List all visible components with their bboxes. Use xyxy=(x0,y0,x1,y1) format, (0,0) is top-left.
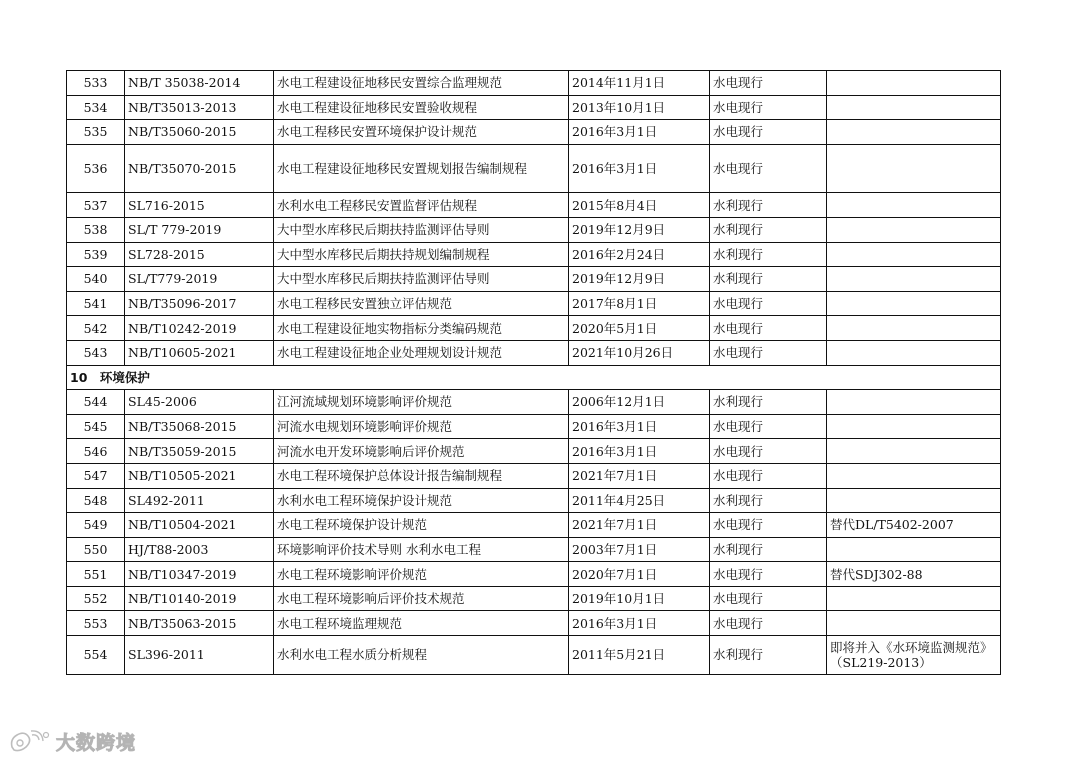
note-cell xyxy=(827,390,1001,415)
table-row xyxy=(67,390,1001,415)
standard-name-cell: 水电工程移民安置环境保护设计规范 xyxy=(274,120,569,145)
note-cell: 即将并入《水环境监测规范》（SL219-2013） xyxy=(827,636,1001,675)
note-cell xyxy=(827,120,1001,145)
standard-name-cell: 水利水电工程环境保护设计规范 xyxy=(274,488,569,513)
standard-code-cell: NB/T10242-2019 xyxy=(125,316,274,341)
note-cell xyxy=(827,144,1001,193)
status-cell: 水电现行 xyxy=(710,316,827,341)
note-cell xyxy=(827,439,1001,464)
effective-date-cell: 2020年5月1日 xyxy=(569,316,710,341)
note-cell xyxy=(827,242,1001,267)
standard-name-cell: 水电工程环境监理规范 xyxy=(274,611,569,636)
effective-date-cell: 2011年4月25日 xyxy=(569,488,710,513)
row-number-cell: 536 xyxy=(67,144,125,193)
standard-name-cell: 江河流域规划环境影响评价规范 xyxy=(274,390,569,415)
table-row xyxy=(67,316,1001,341)
row-number-cell: 539 xyxy=(67,242,125,267)
table-row xyxy=(67,586,1001,611)
standard-name-cell: 河流水电开发环境影响后评价规范 xyxy=(274,439,569,464)
standard-name-cell: 大中型水库移民后期扶持监测评估导则 xyxy=(274,267,569,292)
standard-code-cell: SL/T 779-2019 xyxy=(125,217,274,242)
status-cell: 水利现行 xyxy=(710,488,827,513)
standard-name-cell: 水电工程建设征地移民安置验收规程 xyxy=(274,95,569,120)
standard-code-cell: SL/T779-2019 xyxy=(125,267,274,292)
effective-date-cell: 2019年12月9日 xyxy=(569,267,710,292)
standard-code-cell: SL728-2015 xyxy=(125,242,274,267)
table-row xyxy=(67,562,1001,587)
table-row xyxy=(67,463,1001,488)
table-row xyxy=(67,414,1001,439)
effective-date-cell: 2021年7月1日 xyxy=(569,463,710,488)
table-row xyxy=(67,537,1001,562)
effective-date-cell: 2015年8月4日 xyxy=(569,193,710,218)
standard-name-cell: 水电工程移民安置独立评估规范 xyxy=(274,291,569,316)
table-row xyxy=(67,611,1001,636)
standard-name-cell: 水电工程建设征地企业处理规划设计规范 xyxy=(274,340,569,365)
table-row xyxy=(67,636,1001,675)
table-row xyxy=(67,242,1001,267)
status-cell: 水利现行 xyxy=(710,636,827,675)
note-cell xyxy=(827,267,1001,292)
note-cell xyxy=(827,586,1001,611)
row-number-cell: 533 xyxy=(67,71,125,96)
status-cell: 水利现行 xyxy=(710,242,827,267)
standard-code-cell: NB/T 35038-2014 xyxy=(125,71,274,96)
status-cell: 水电现行 xyxy=(710,291,827,316)
table-row xyxy=(67,291,1001,316)
status-cell: 水电现行 xyxy=(710,120,827,145)
status-cell: 水利现行 xyxy=(710,193,827,218)
status-cell: 水利现行 xyxy=(710,390,827,415)
effective-date-cell: 2019年10月1日 xyxy=(569,586,710,611)
standard-code-cell: HJ/T88-2003 xyxy=(125,537,274,562)
note-cell xyxy=(827,340,1001,365)
row-number-cell: 545 xyxy=(67,414,125,439)
note-cell xyxy=(827,316,1001,341)
status-cell: 水电现行 xyxy=(710,340,827,365)
table-row xyxy=(67,217,1001,242)
status-cell: 水电现行 xyxy=(710,71,827,96)
table-row xyxy=(67,71,1001,96)
table-row xyxy=(67,513,1001,538)
standard-code-cell: NB/T10504-2021 xyxy=(125,513,274,538)
row-number-cell: 552 xyxy=(67,586,125,611)
standard-code-cell: NB/T10140-2019 xyxy=(125,586,274,611)
note-cell: 替代DL/T5402-2007 xyxy=(827,513,1001,538)
note-cell xyxy=(827,95,1001,120)
effective-date-cell: 2003年7月1日 xyxy=(569,537,710,562)
effective-date-cell: 2021年10月26日 xyxy=(569,340,710,365)
effective-date-cell: 2020年7月1日 xyxy=(569,562,710,587)
standard-name-cell: 水电工程环境影响后评价技术规范 xyxy=(274,586,569,611)
note-cell xyxy=(827,611,1001,636)
row-number-cell: 547 xyxy=(67,463,125,488)
standard-name-cell: 水电工程建设征地移民安置规划报告编制规程 xyxy=(274,144,569,193)
row-number-cell: 537 xyxy=(67,193,125,218)
effective-date-cell: 2016年2月24日 xyxy=(569,242,710,267)
standard-code-cell: SL396-2011 xyxy=(125,636,274,675)
effective-date-cell: 2014年11月1日 xyxy=(569,71,710,96)
note-cell xyxy=(827,463,1001,488)
note-cell xyxy=(827,217,1001,242)
row-number-cell: 544 xyxy=(67,390,125,415)
standard-name-cell: 水利水电工程移民安置监督评估规程 xyxy=(274,193,569,218)
table-row xyxy=(67,488,1001,513)
status-cell: 水电现行 xyxy=(710,586,827,611)
standard-code-cell: NB/T10347-2019 xyxy=(125,562,274,587)
table-row xyxy=(67,120,1001,145)
status-cell: 水电现行 xyxy=(710,513,827,538)
effective-date-cell: 2016年3月1日 xyxy=(569,144,710,193)
status-cell: 水利现行 xyxy=(710,217,827,242)
note-cell xyxy=(827,488,1001,513)
table-row xyxy=(67,193,1001,218)
note-cell xyxy=(827,537,1001,562)
standard-name-cell: 环境影响评价技术导则 水利水电工程 xyxy=(274,537,569,562)
standard-code-cell: NB/T35096-2017 xyxy=(125,291,274,316)
effective-date-cell: 2017年8月1日 xyxy=(569,291,710,316)
note-cell xyxy=(827,291,1001,316)
watermark xyxy=(8,728,136,755)
section-title: 10 环境保护 xyxy=(67,365,1001,390)
standard-name-cell: 河流水电规划环境影响评价规范 xyxy=(274,414,569,439)
standard-code-cell: NB/T35059-2015 xyxy=(125,439,274,464)
standard-code-cell: NB/T35063-2015 xyxy=(125,611,274,636)
standards-table xyxy=(66,70,1001,675)
row-number-cell: 534 xyxy=(67,95,125,120)
status-cell: 水电现行 xyxy=(710,144,827,193)
standard-name-cell: 水电工程环境保护设计规范 xyxy=(274,513,569,538)
row-number-cell: 541 xyxy=(67,291,125,316)
row-number-cell: 538 xyxy=(67,217,125,242)
standard-name-cell: 水电工程环境保护总体设计报告编制规程 xyxy=(274,463,569,488)
effective-date-cell: 2016年3月1日 xyxy=(569,611,710,636)
standard-code-cell: NB/T10505-2021 xyxy=(125,463,274,488)
standard-code-cell: SL716-2015 xyxy=(125,193,274,218)
table-body xyxy=(67,71,1001,675)
standard-name-cell: 大中型水库移民后期扶持规划编制规程 xyxy=(274,242,569,267)
standard-code-cell: NB/T10605-2021 xyxy=(125,340,274,365)
effective-date-cell: 2016年3月1日 xyxy=(569,120,710,145)
row-number-cell: 550 xyxy=(67,537,125,562)
standard-name-cell: 水电工程建设征地实物指标分类编码规范 xyxy=(274,316,569,341)
row-number-cell: 542 xyxy=(67,316,125,341)
standard-name-cell: 大中型水库移民后期扶持监测评估导则 xyxy=(274,217,569,242)
row-number-cell: 543 xyxy=(67,340,125,365)
table-row xyxy=(67,144,1001,193)
status-cell: 水电现行 xyxy=(710,95,827,120)
table-row xyxy=(67,439,1001,464)
note-cell: 替代SDJ302-88 xyxy=(827,562,1001,587)
status-cell: 水电现行 xyxy=(710,611,827,636)
table-row xyxy=(67,340,1001,365)
effective-date-cell: 2016年3月1日 xyxy=(569,414,710,439)
effective-date-cell: 2019年12月9日 xyxy=(569,217,710,242)
weibo-logo-icon xyxy=(8,729,52,755)
row-number-cell: 540 xyxy=(67,267,125,292)
standard-name-cell: 水利水电工程水质分析规程 xyxy=(274,636,569,675)
effective-date-cell: 2021年7月1日 xyxy=(569,513,710,538)
row-number-cell: 553 xyxy=(67,611,125,636)
status-cell: 水电现行 xyxy=(710,562,827,587)
note-cell xyxy=(827,193,1001,218)
status-cell: 水电现行 xyxy=(710,414,827,439)
standard-code-cell: NB/T35070-2015 xyxy=(125,144,274,193)
effective-date-cell: 2016年3月1日 xyxy=(569,439,710,464)
standard-code-cell: NB/T35060-2015 xyxy=(125,120,274,145)
note-cell xyxy=(827,71,1001,96)
standard-code-cell: NB/T35068-2015 xyxy=(125,414,274,439)
row-number-cell: 535 xyxy=(67,120,125,145)
status-cell: 水利现行 xyxy=(710,537,827,562)
watermark-text: 大数跨境 xyxy=(56,732,137,754)
status-cell: 水电现行 xyxy=(710,463,827,488)
note-cell xyxy=(827,414,1001,439)
effective-date-cell: 2011年5月21日 xyxy=(569,636,710,675)
row-number-cell: 546 xyxy=(67,439,125,464)
row-number-cell: 549 xyxy=(67,513,125,538)
status-cell: 水电现行 xyxy=(710,439,827,464)
standard-name-cell: 水电工程建设征地移民安置综合监理规范 xyxy=(274,71,569,96)
section-row xyxy=(67,365,1001,390)
status-cell: 水利现行 xyxy=(710,267,827,292)
effective-date-cell: 2013年10月1日 xyxy=(569,95,710,120)
standard-code-cell: SL45-2006 xyxy=(125,390,274,415)
table-row xyxy=(67,267,1001,292)
standard-code-cell: NB/T35013-2013 xyxy=(125,95,274,120)
standard-code-cell: SL492-2011 xyxy=(125,488,274,513)
row-number-cell: 551 xyxy=(67,562,125,587)
row-number-cell: 554 xyxy=(67,636,125,675)
row-number-cell: 548 xyxy=(67,488,125,513)
effective-date-cell: 2006年12月1日 xyxy=(569,390,710,415)
standard-name-cell: 水电工程环境影响评价规范 xyxy=(274,562,569,587)
table-row xyxy=(67,95,1001,120)
